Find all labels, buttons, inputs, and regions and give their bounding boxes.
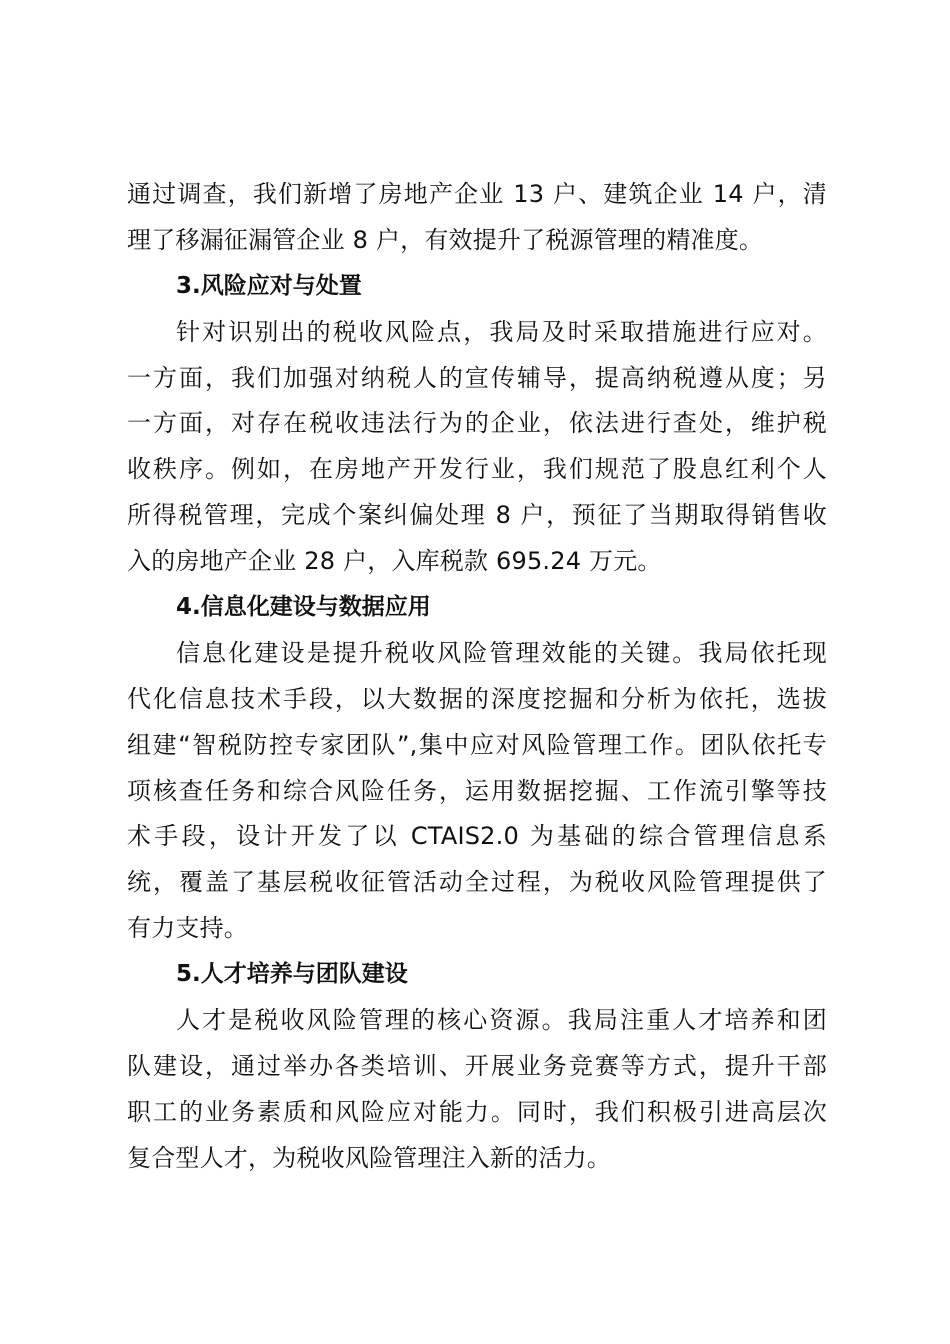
paragraph-line: 代化信息技术手段，以大数据的深度挖掘和分析为依托，选拔 [127, 684, 827, 713]
document-page [127, 172, 827, 1182]
paragraph-line: 术手段，设计开发了以 CTAIS2.0 为基础的综合管理信息系 [127, 822, 827, 851]
paragraph-line: 队建设，通过举办各类培训、开展业务竞赛等方式，提升干部 [127, 1051, 827, 1080]
paragraph-line: 通过调查，我们新增了房地产企业 13 户、建筑企业 14 户，清 [127, 180, 827, 208]
paragraph-line: 组建“智税防控专家团队”,集中应对风险管理工作。团队依托专 [127, 730, 827, 759]
paragraph-line: 复合型人才，为税收风险管理注入新的活力。 [127, 1143, 611, 1172]
paragraph-line: 一方面，我们加强对纳税人的宣传辅导，提高纳税遵从度；另 [127, 363, 827, 392]
section-heading: 3.风险应对与处置 [176, 272, 362, 299]
paragraph-line: 有力支持。 [127, 914, 248, 943]
paragraph-line: 收秩序。例如，在房地产开发行业，我们规范了股息红利个人 [127, 455, 827, 484]
paragraph-line: 人才是税收风险管理的核心资源。我局注重人才培养和团 [176, 1006, 827, 1035]
paragraph-line: 职工的业务素质和风险应对能力。同时，我们积极引进高层次 [127, 1097, 827, 1126]
paragraph-line: 项核查任务和综合风险任务，运用数据挖掘、工作流引擎等技 [127, 776, 827, 805]
paragraph-line: 一方面，对存在税收违法行为的企业，依法进行查处，维护税 [127, 409, 827, 438]
paragraph-line: 入的房地产企业 28 户，入库税款 695.24 万元。 [127, 547, 662, 576]
section-heading: 4.信息化建设与数据应用 [176, 594, 431, 621]
paragraph-line: 所得税管理，完成个案纠偏处理 8 户，预征了当期取得销售收 [127, 501, 827, 530]
paragraph-line: 信息化建设是提升税收风险管理效能的关键。我局依托现 [176, 638, 827, 667]
section-heading: 5.人才培养与团队建设 [176, 961, 408, 988]
paragraph-line: 统，覆盖了基层税收征管活动全过程，为税收风险管理提供了 [127, 868, 827, 897]
paragraph-line: 理了移漏征漏管企业 8 户，有效提升了税源管理的精准度。 [127, 225, 764, 254]
paragraph-line: 针对识别出的税收风险点，我局及时采取措施进行应对。 [176, 317, 827, 346]
